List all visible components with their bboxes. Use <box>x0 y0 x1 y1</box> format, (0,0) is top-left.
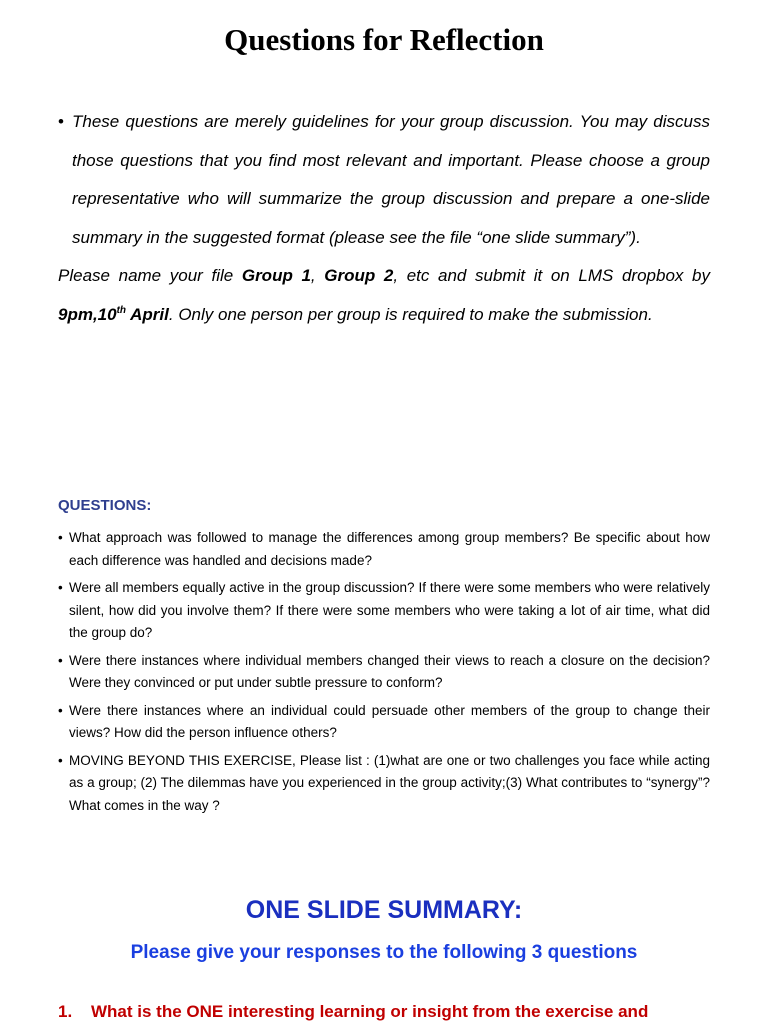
question-item <box>58 750 710 818</box>
questions-heading: QUESTIONS: <box>58 497 152 514</box>
question-number: 1. <box>58 1002 73 1021</box>
bullet-dot: • <box>58 652 63 668</box>
question-text: Were there instances where individual members changed their views to reach a closure on the decision? Were they convinced or put under subtle pressure to conform? <box>69 652 710 690</box>
deadline-ordinal: th <box>116 304 127 316</box>
group2-label: Group 2 <box>324 266 394 286</box>
question-item <box>58 527 710 572</box>
submission-instructions <box>58 257 710 334</box>
deadline-month: April <box>126 304 169 324</box>
bullet-dot: • <box>58 530 63 545</box>
numbered-question-1 <box>58 1002 710 1022</box>
question-item <box>58 577 710 645</box>
intro-bullet-text: These questions are merely guidelines for your group discussion. You may discuss those questions that you find most relevant and important. Please choose a group representative who will summarize the group discussion and prepare a one-slide summary in the suggested format (please see the file “one slide summary”). <box>72 112 710 247</box>
deadline-time: 9pm,10 <box>58 304 117 324</box>
instructions-text-b: , <box>310 266 325 286</box>
question-text: MOVING BEYOND THIS EXERCISE, Please list : (1)what are one or two challenges you face while acting as a group; (2) The dilemmas have you experienced in the group activity;(3) What contributes to “synergy”? What comes in the way ? <box>69 752 710 813</box>
intro-section <box>58 103 710 335</box>
summary-subheading: Please give your responses to the following 3 questions <box>130 942 638 963</box>
summary-heading: ONE SLIDE SUMMARY: <box>245 896 523 924</box>
question-text: Were all members equally active in the group discussion? If there were some members who were relatively silent, how did you involve them? If there were some members who were taking a lot of air time, what did the group do? <box>69 580 710 640</box>
question-text: What approach was followed to manage the differences among group members? Be specific about how each difference was handled and decisions made? <box>69 530 710 568</box>
bullet-dot: • <box>58 112 64 131</box>
question-item <box>58 700 710 745</box>
questions-list <box>58 527 710 822</box>
bullet-dot: • <box>58 580 63 595</box>
question-text: Were there instances where an individual could persuade other members of the group to change their views? How did the person influence others? <box>69 702 710 740</box>
intro-bullet <box>58 103 710 257</box>
bullet-dot: • <box>58 702 63 718</box>
instructions-text-c: , etc and submit it on LMS dropbox by <box>393 266 710 286</box>
question-item <box>58 650 710 695</box>
instructions-text-a: Please name your file <box>58 266 242 286</box>
group1-label: Group 1 <box>241 266 311 286</box>
bullet-dot: • <box>58 752 63 768</box>
numbered-question-text: What is the ONE interesting learning or insight from the exercise and <box>91 1002 649 1021</box>
page-title: Questions for Reflection <box>224 22 544 57</box>
instructions-text-d: . Only one person per group is required to make the submission. <box>168 304 653 324</box>
